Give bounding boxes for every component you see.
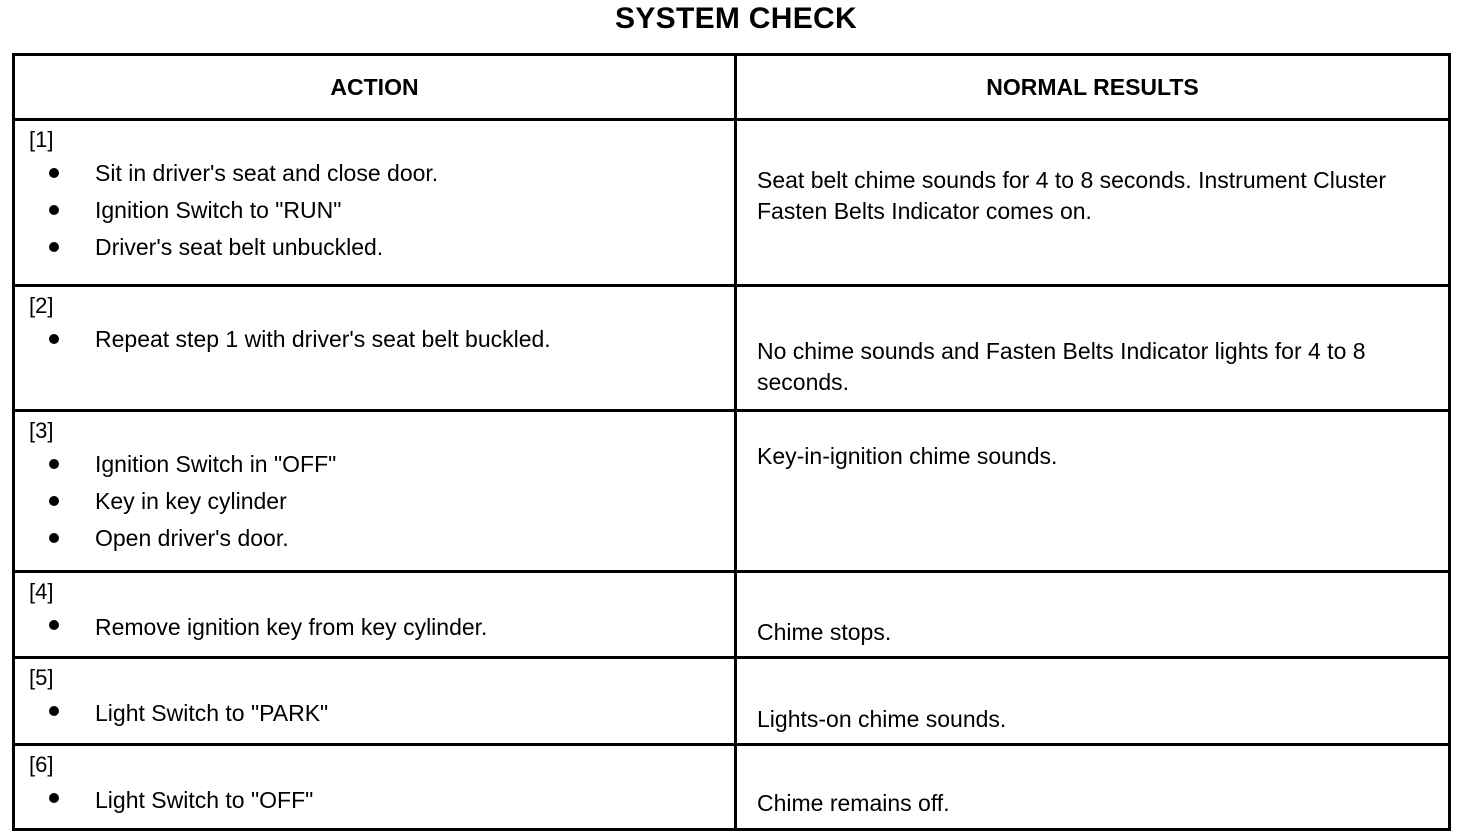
action-column-header: ACTION (14, 55, 736, 120)
bullet-icon (49, 205, 59, 215)
action-text: Sit in driver's seat and close door. (95, 160, 439, 186)
action-text: Open driver's door. (95, 525, 289, 551)
action-text: Light Switch to "PARK" (95, 700, 329, 726)
bullet-icon (49, 242, 59, 252)
result-cell (736, 658, 1450, 745)
action-list (29, 446, 724, 557)
action-text: Driver's seat belt unbuckled. (95, 234, 384, 260)
action-text: Ignition Switch to "RUN" (95, 197, 342, 223)
action-list (29, 693, 724, 733)
table-row (14, 572, 1450, 658)
bullet-icon (49, 533, 59, 543)
action-cell (14, 745, 736, 830)
action-list (29, 780, 724, 820)
action-list (29, 321, 724, 358)
action-text: Ignition Switch in "OFF" (95, 451, 337, 477)
list-item (29, 780, 724, 820)
table-row (14, 745, 1450, 830)
action-text: Repeat step 1 with driver's seat belt buckled. (95, 326, 551, 352)
action-cell (14, 120, 736, 286)
normal-results-column-header: NORMAL RESULTS (736, 55, 1450, 120)
bullet-icon (49, 496, 59, 506)
result-text: No chime sounds and Fasten Belts Indicator lights for 4 to 8 seconds. (757, 338, 1366, 395)
list-item (29, 155, 724, 192)
result-cell (736, 286, 1450, 411)
list-item (29, 229, 724, 266)
bullet-icon (49, 334, 59, 344)
action-list (29, 607, 724, 647)
list-item (29, 607, 724, 647)
bullet-icon (49, 168, 59, 178)
step-number: [3] (29, 418, 54, 443)
table-row (14, 411, 1450, 572)
result-cell (736, 411, 1450, 572)
action-list (29, 155, 724, 266)
step-number: [5] (29, 665, 54, 690)
bullet-icon (49, 706, 59, 716)
action-text: Key in key cylinder (95, 488, 287, 514)
table-row (14, 120, 1450, 286)
list-item (29, 446, 724, 483)
step-number: [1] (29, 127, 54, 152)
action-cell (14, 572, 736, 658)
system-check-table (12, 53, 1451, 831)
table-header-row (14, 55, 1450, 120)
bullet-icon (49, 459, 59, 469)
result-cell (736, 745, 1450, 830)
page-title: SYSTEM CHECK (615, 2, 857, 35)
list-item (29, 321, 724, 358)
result-text: Seat belt chime sounds for 4 to 8 seconds. Instrument Cluster Fasten Belts Indicator comes on. (757, 167, 1386, 224)
result-text: Key-in-ignition chime sounds. (757, 443, 1058, 469)
table-row (14, 286, 1450, 411)
result-cell (736, 120, 1450, 286)
bullet-icon (49, 793, 59, 803)
list-item (29, 520, 724, 557)
result-text: Chime stops. (757, 619, 892, 645)
step-number: [2] (29, 293, 54, 318)
result-text: Lights-on chime sounds. (757, 706, 1007, 732)
result-cell (736, 572, 1450, 658)
step-number: [4] (29, 579, 54, 604)
bullet-icon (49, 620, 59, 630)
list-item (29, 483, 724, 520)
table-row (14, 658, 1450, 745)
action-cell (14, 286, 736, 411)
action-text: Light Switch to "OFF" (95, 787, 314, 813)
step-number: [6] (29, 752, 54, 777)
list-item (29, 192, 724, 229)
action-cell (14, 411, 736, 572)
action-text: Remove ignition key from key cylinder. (95, 614, 488, 640)
result-text: Chime remains off. (757, 790, 950, 816)
list-item (29, 693, 724, 733)
action-cell (14, 658, 736, 745)
